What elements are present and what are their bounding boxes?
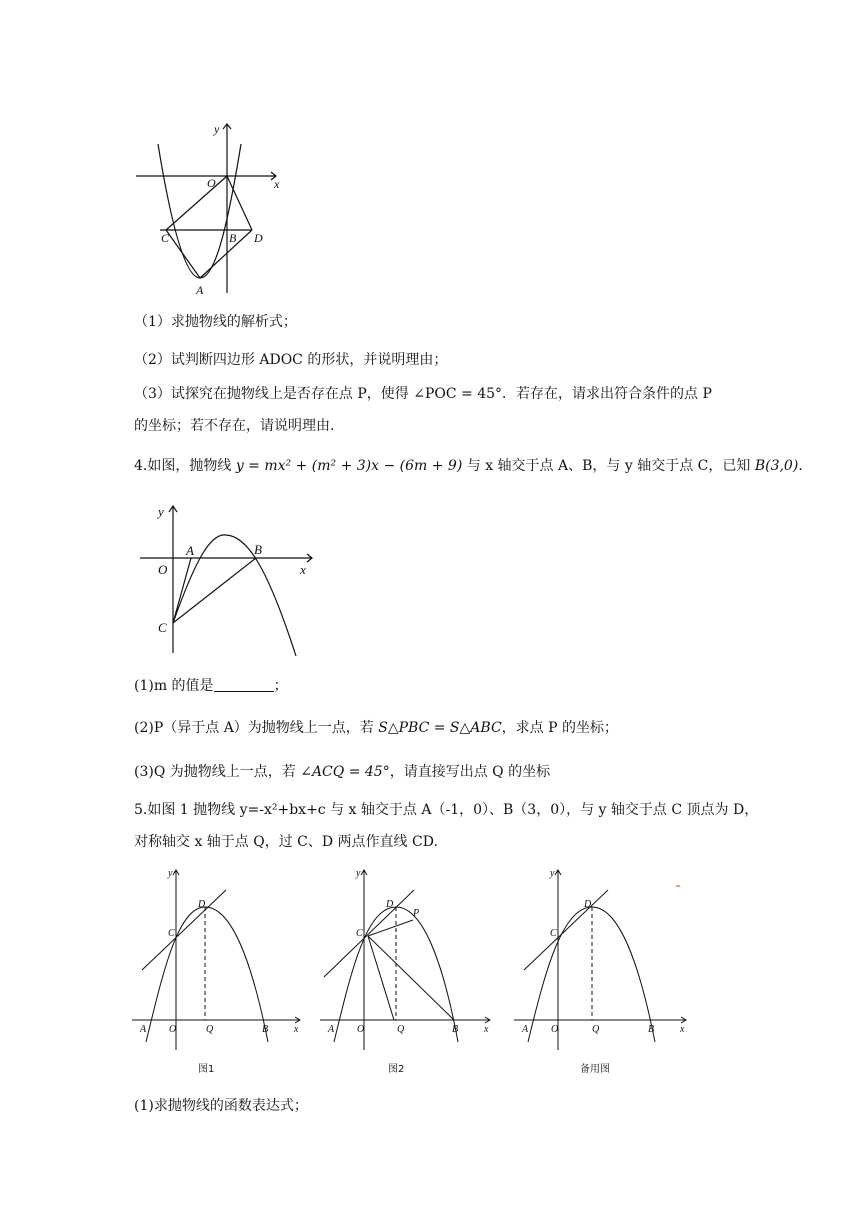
- fig1-label-c: C: [161, 231, 170, 245]
- fig3a-label-d: D: [198, 899, 206, 910]
- q4-part1-suffix: ；: [273, 678, 288, 694]
- fig1-label-y: y: [214, 122, 220, 136]
- q4-stem-b: 与 x 轴交于点 A、B，与 y 轴交于点 C，已知: [462, 458, 755, 474]
- q4-part3-math: ∠ACQ = 45°: [300, 764, 390, 780]
- figure-parabola-adoc: [130, 118, 290, 298]
- q4-part2-a: (2)P（异于点 A）为抛物线上一点，若: [134, 720, 379, 736]
- fig3b-label-q: Q: [397, 1024, 405, 1035]
- fig1-label-a: A: [196, 283, 204, 297]
- q5-stem-line2: 对称轴交 x 轴于点 Q，过 C、D 两点作直线 CD.: [134, 834, 438, 850]
- q4-part2-math: S△PBC = S△ABC: [378, 720, 502, 736]
- q3-part3-line2: 的坐标；若不存在，请说明理由.: [134, 418, 335, 434]
- q3-part1: （1）求抛物线的解析式；: [134, 314, 297, 330]
- q4-part2: [134, 718, 618, 738]
- fig3b-label-y: y: [356, 868, 361, 879]
- fig2-label-a: A: [186, 543, 194, 558]
- fig3b-label-c: C: [356, 928, 363, 939]
- q4-part1: [134, 676, 288, 696]
- fig3b-label-b: B: [452, 1024, 459, 1035]
- fig2-label-c: C: [158, 620, 167, 635]
- fig3b-label-d: D: [386, 899, 394, 910]
- fig3b-label-p: P: [413, 908, 420, 919]
- fig3c-label-q: Q: [592, 1024, 600, 1035]
- q5-part1: (1)求抛物线的函数表达式；: [134, 1098, 308, 1114]
- q4-part3-a: (3)Q 为抛物线上一点，若: [134, 764, 301, 780]
- caption-fig1: 图1: [198, 1064, 215, 1075]
- fig3c-label-d: D: [584, 899, 592, 910]
- fig2-label-y: y: [158, 504, 164, 519]
- figure-q4-parabola: [136, 498, 326, 658]
- fig1-label-o: O: [207, 176, 216, 190]
- q4-stem: [134, 456, 812, 476]
- fig1-label-d: D: [254, 231, 263, 245]
- q4-formula: y = mx² + (m² + 3)x − (6m + 9): [235, 458, 463, 474]
- fig3c-label-x: x: [680, 1024, 685, 1035]
- fig3b-label-o: O: [357, 1024, 365, 1035]
- fig1-label-x: x: [274, 177, 280, 191]
- q3-part2: （2）试判断四边形 ADOC 的形状，并说明理由；: [134, 352, 448, 368]
- fig3b-label-x: x: [484, 1024, 489, 1035]
- caption-fig2: 图2: [388, 1064, 405, 1075]
- fig3a-label-a: A: [140, 1024, 147, 1035]
- q5-stem-line1: 5.如图 1 抛物线 y=-x²+bx+c 与 x 轴交于点 A（-1，0）、B（3，0），与 y 轴交于点 C 顶点为 D，: [134, 802, 759, 818]
- q4-part1-prefix: (1)m 的值是: [134, 678, 214, 694]
- q4-point-b: B(3,0): [754, 458, 799, 474]
- fig3b-label-a: A: [328, 1024, 335, 1035]
- fig3a-label-b: B: [262, 1024, 269, 1035]
- fig3a-label-o: O: [169, 1024, 177, 1035]
- fig3a-label-y: y: [168, 868, 173, 879]
- q4-stem-a: 4.如图，抛物线: [134, 458, 236, 474]
- q4-part3-b: ，请直接写出点 Q 的坐标: [389, 764, 551, 780]
- q4-part3: [134, 762, 550, 782]
- fig3c-label-o: O: [551, 1024, 559, 1035]
- fig3a-label-q: Q: [206, 1024, 214, 1035]
- fig2-label-o: O: [158, 562, 168, 577]
- fig1-label-b: B: [229, 231, 237, 245]
- fig2-label-b: B: [254, 542, 262, 557]
- fig3a-label-c: C: [168, 928, 175, 939]
- q4-stem-end: ．: [798, 458, 813, 474]
- q3-part3-line1: （3）试探究在抛物线上是否存在点 P，使得 ∠POC = 45°．若存在，请求出符合条件的点 P: [134, 386, 712, 402]
- answer-blank: [214, 677, 274, 692]
- q4-part2-b: ，求点 P 的坐标；: [501, 720, 618, 736]
- fig2-label-x: x: [300, 562, 306, 577]
- figure-q5-fig2: [316, 862, 496, 1052]
- fig3c-label-a: A: [522, 1024, 529, 1035]
- fig3a-label-x: x: [294, 1024, 299, 1035]
- figure-q5-spare: [510, 862, 690, 1052]
- fig3c-label-b: B: [648, 1024, 655, 1035]
- fig3c-label-y: y: [550, 868, 555, 879]
- fig3c-label-c: C: [550, 928, 557, 939]
- caption-spare: 备用图: [580, 1064, 610, 1075]
- figure-q5-fig1: [128, 862, 308, 1052]
